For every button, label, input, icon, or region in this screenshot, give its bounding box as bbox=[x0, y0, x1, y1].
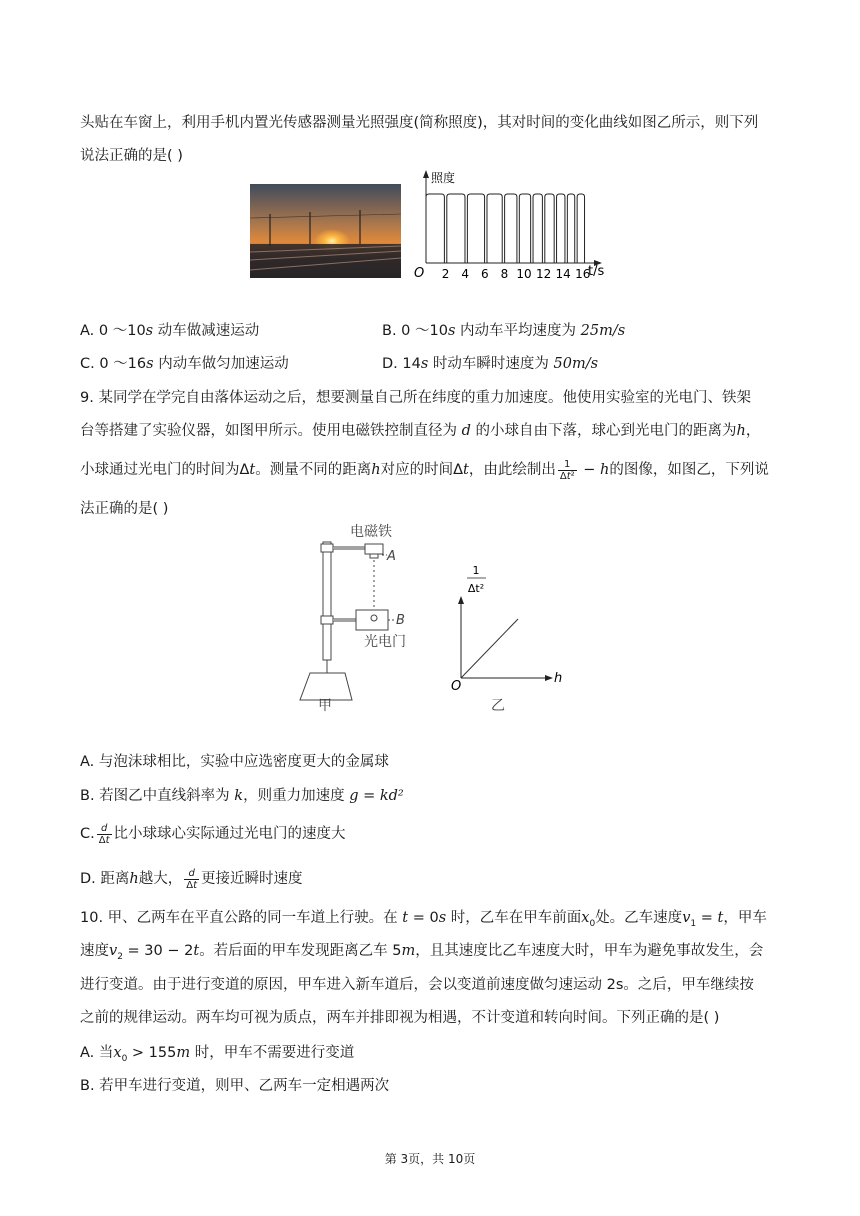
q9-line1: 9. 某同学在学完自由落体运动之后，想要测量自己所在纬度的重力加速度。他使用实验室的光电门、铁架 bbox=[80, 390, 751, 406]
train-window-photo bbox=[250, 184, 401, 278]
label-b: B bbox=[396, 613, 405, 628]
q9-option-d: D. 距离h越大， $\frac{d}{\Delta t}$ 更接近瞬时速度 bbox=[80, 867, 303, 891]
graph-xlabel: t/s bbox=[588, 264, 605, 279]
q9-line2: 台等搭建了实验仪器，如图甲所示。使用电磁铁控制直径为 d 的小球自由下落，球心到光电门的距离为h， bbox=[80, 423, 761, 439]
caption-jia: 甲 bbox=[318, 698, 332, 713]
graph-origin: O bbox=[414, 266, 425, 281]
graph-tick-12: 12 bbox=[535, 267, 552, 281]
linear-graph bbox=[445, 560, 575, 715]
yaxis-den: Δt² bbox=[467, 582, 485, 595]
q8-option-c: C. 0 ～16s 内动车做匀加速运动 bbox=[80, 356, 289, 372]
q10-option-b: B. 若甲车进行变道，则甲、乙两车一定相遇两次 bbox=[80, 1078, 390, 1094]
gate-label: 光电门 bbox=[364, 634, 406, 650]
graph-tick-2: 2 bbox=[441, 267, 450, 281]
q9-line3: 小球通过光电门的时间为Δt。测量不同的距离h对应的时间Δt，由此绘制出 $\frac{1}{\text{Δt²}}$ − h的图像，如图乙，下列说 bbox=[80, 458, 769, 482]
graph-tick-8: 8 bbox=[500, 267, 509, 281]
apparatus-figure bbox=[290, 518, 430, 713]
origin-label: O bbox=[451, 679, 462, 694]
q8-intro-line1: 头贴在车窗上，利用手机内置光传感器测量光照强度(简称照度)，其对时间的变化曲线如图乙所示，则下列 bbox=[80, 115, 759, 131]
illuminance-pulses bbox=[426, 194, 585, 263]
yaxis-num: 1 bbox=[472, 564, 480, 577]
caption-yi: 乙 bbox=[491, 698, 505, 714]
q10-line3: 进行变道。由于进行变道的原因，甲车进入新车道后，会以变道前速度做匀速运动 2s。之后，甲车继续按 bbox=[80, 977, 754, 993]
graph-tick-14: 14 bbox=[555, 267, 571, 281]
q8-option-d: D. 14s 时动车瞬时速度为 50m/s bbox=[382, 356, 599, 372]
magnet-label: 电磁铁 bbox=[350, 524, 392, 540]
page-footer: 第 3页，共 10页 bbox=[384, 1152, 476, 1166]
xaxis-label: h bbox=[554, 671, 563, 686]
q9-line4: 法正确的是( ) bbox=[80, 501, 169, 517]
q8-intro-line2: 说法正确的是( ) bbox=[80, 148, 183, 164]
q10-line2: 速度$v_2 = 30 - 2t$。若后面的甲车发现距离乙车 5m，且其速度比乙车速度大时，甲车为避免事故发生，会 bbox=[80, 943, 764, 962]
graph-tick-16: 16 bbox=[575, 267, 591, 281]
q9-option-a: A. 与泡沫球相比，实验中应选密度更大的金属球 bbox=[80, 754, 389, 770]
graph-ylabel: 照度 bbox=[431, 171, 456, 185]
q10-line4: 之前的规律运动。两车均可视为质点，两车并排即视为相遇，不计变道和转向时间。下列正确的是( ) bbox=[80, 1010, 720, 1026]
q9-option-c: C. $\frac{d}{\Delta t}$ 比小球球心实际通过光电门的速度大 bbox=[80, 822, 346, 846]
q9-option-b: B. 若图乙中直线斜率为 k，则重力加速度 g = kd² bbox=[80, 788, 404, 804]
graph-tick-6: 6 bbox=[480, 267, 489, 281]
label-a: A bbox=[387, 549, 396, 564]
q8-option-b: B. 0 ～10s 内动车平均速度为 25m/s bbox=[382, 323, 626, 339]
illuminance-curve bbox=[426, 194, 585, 263]
q10-line1: 10. 甲、乙两车在平直公路的同一车道上行驶。在 t = 0s 时，乙车在甲车前面$x_0$处。乙车速度$v_1 = t$，甲车 bbox=[80, 910, 767, 929]
q10-option-a: A. 当$x_0 > 155m$ 时，甲车不需要进行变道 bbox=[80, 1045, 355, 1064]
graph-tick-10: 10 bbox=[516, 267, 532, 281]
q8-option-a: A. 0 ～10s 动车做减速运动 bbox=[80, 323, 260, 339]
graph-tick-4: 4 bbox=[461, 267, 470, 281]
illuminance-graph bbox=[410, 168, 615, 283]
